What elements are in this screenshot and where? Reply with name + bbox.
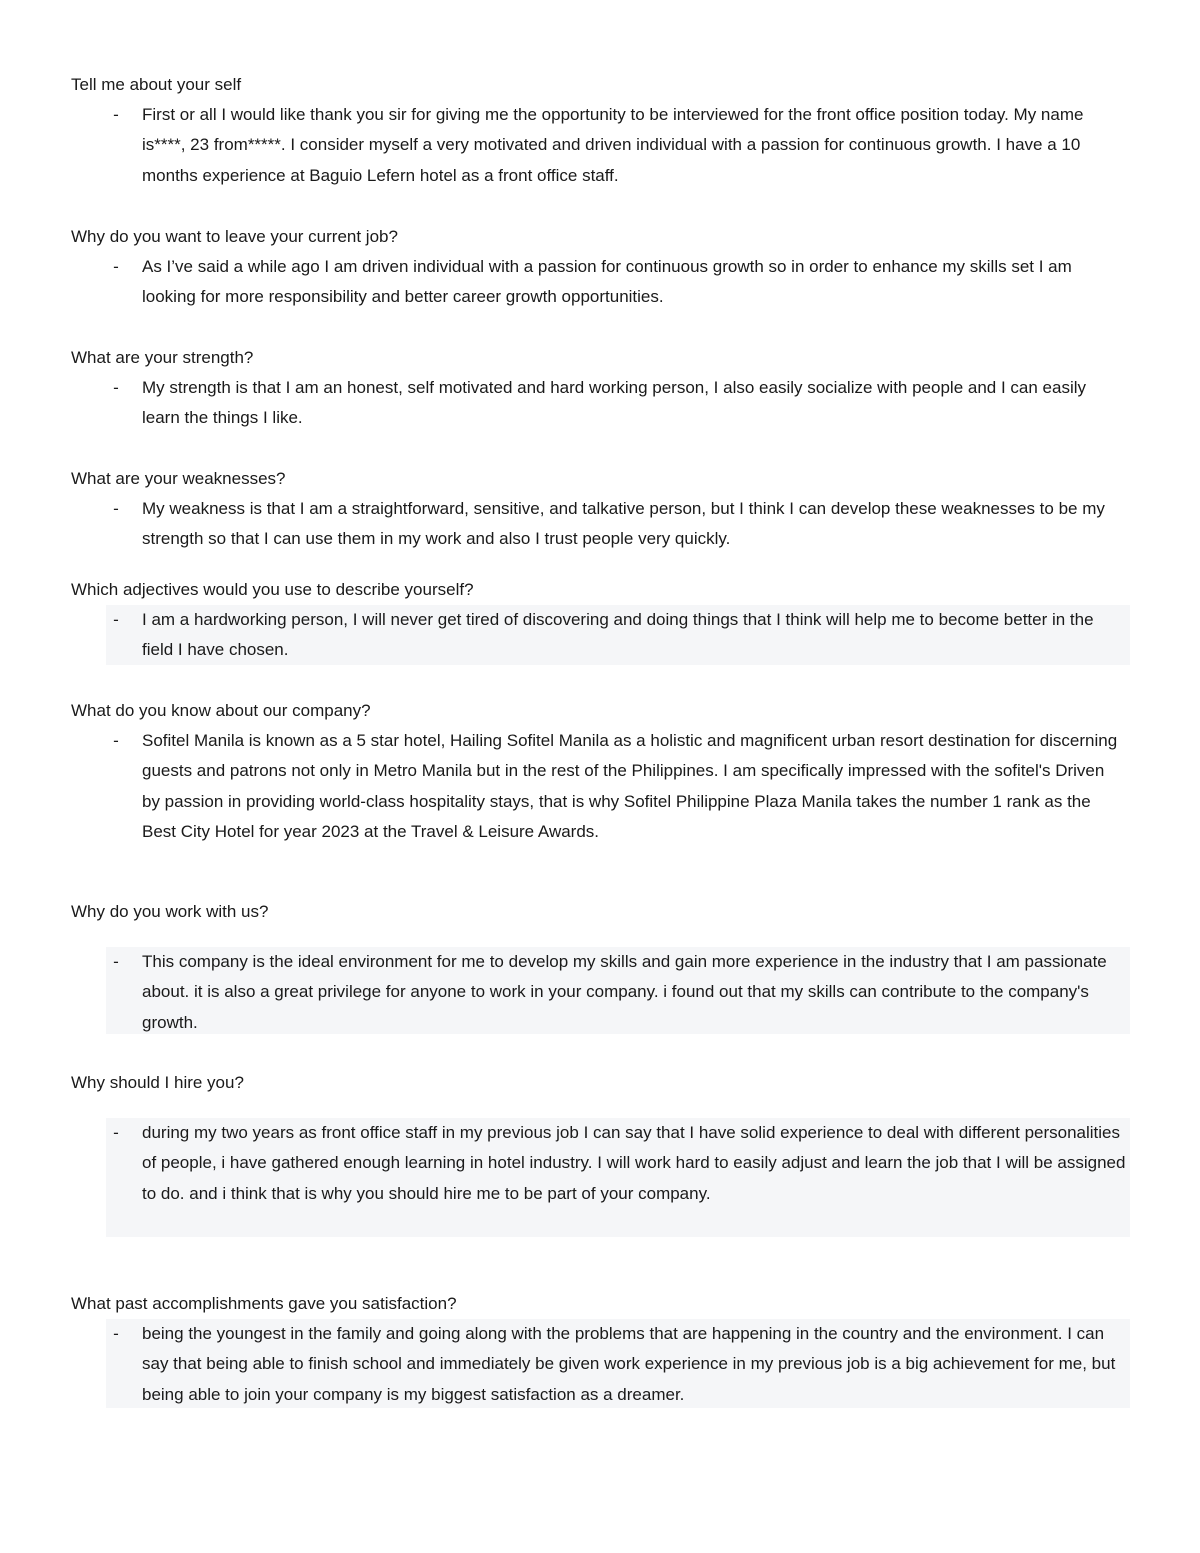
question-heading: What are your weaknesses? bbox=[71, 469, 286, 488]
question-heading: Tell me about your self bbox=[71, 75, 242, 94]
answer-bullet bbox=[106, 373, 1130, 434]
answer-bullet bbox=[106, 100, 1130, 191]
question-heading: What past accomplishments gave you satisfaction? bbox=[71, 1294, 457, 1313]
answer-bullet bbox=[106, 252, 1130, 313]
answer-bullet bbox=[106, 1118, 1130, 1237]
question-heading: Why do you work with us? bbox=[71, 902, 269, 921]
question-heading: Why do you want to leave your current job? bbox=[71, 227, 398, 246]
bullet-dash: - bbox=[113, 1123, 119, 1142]
answer-text: As I’ve said a while ago I am driven individual with a passion for continuous growth so in order to enhance my skills set I am looking for more responsibility and better career growth opportunities. bbox=[142, 257, 1072, 307]
question-heading: Which adjectives would you use to describe yourself? bbox=[71, 580, 474, 599]
answer-text: My weakness is that I am a straightforward, sensitive, and talkative person, but I think I can develop these weaknesses to be my strength so that I can use them in my work and also I trust people very quickly. bbox=[142, 499, 1105, 549]
bullet-dash: - bbox=[113, 610, 119, 629]
answer-bullet bbox=[106, 947, 1130, 1034]
bullet-dash: - bbox=[113, 499, 119, 518]
answer-bullet bbox=[106, 494, 1130, 555]
answer-text: Sofitel Manila is known as a 5 star hotel, Hailing Sofitel Manila as a holistic and magnificent urban resort destination for discerning guests and patrons not only in Metro Manila but in the rest of the Philippines. I am specifically impressed with the sofitel's Driven by passion in providing world-class hospitality stays, that is why Sofitel Philippine Plaza Manila takes the number 1 rank as the Best City Hotel for year 2023 at the Travel & Leisure Awards. bbox=[142, 731, 1118, 841]
bullet-dash: - bbox=[113, 731, 119, 750]
answer-bullet bbox=[106, 1319, 1130, 1408]
bullet-dash: - bbox=[113, 105, 119, 124]
answer-text: First or all I would like thank you sir for giving me the opportunity to be interviewed for the front office position today. My name is****, 23 from*****. I consider myself a very motivated and driven individual with a passion for continuous growth. I have a 10 months experience at Baguio Lefern hotel as a front office staff. bbox=[142, 105, 1084, 185]
question-heading: What do you know about our company? bbox=[71, 701, 371, 720]
answer-bullet bbox=[106, 605, 1130, 665]
question-heading: Why should I hire you? bbox=[71, 1073, 244, 1092]
answer-text: during my two years as front office staff in my previous job I can say that I have solid experience to deal with different personalities of people, i have gathered enough learning in hotel industry. I will work hard to easily adjust and learn the job that I will be assigned to do. and i think that is why you should hire me to be part of your company. bbox=[142, 1123, 1126, 1203]
answer-text: My strength is that I am an honest, self motivated and hard working person, I also easily socialize with people and I can easily learn the things I like. bbox=[142, 378, 1086, 428]
bullet-dash: - bbox=[113, 1324, 119, 1343]
answer-bullet bbox=[106, 726, 1130, 847]
answer-text: This company is the ideal environment for me to develop my skills and gain more experience in the industry that I am passionate about. it is also a great privilege for anyone to work in your company. i found out that my skills can contribute to the company's growth. bbox=[142, 952, 1107, 1032]
bullet-dash: - bbox=[113, 378, 119, 397]
bullet-dash: - bbox=[113, 257, 119, 276]
question-heading: What are your strength? bbox=[71, 348, 254, 367]
bullet-dash: - bbox=[113, 952, 119, 971]
answer-text: being the youngest in the family and going along with the problems that are happening in the country and the environment. I can say that being able to finish school and immediately be given work experience in my previous job is a big achievement for me, but being able to join your company is my biggest satisfaction as a dreamer. bbox=[142, 1324, 1116, 1404]
answer-text: I am a hardworking person, I will never get tired of discovering and doing things that I think will help me to become better in the field I have chosen. bbox=[142, 610, 1094, 660]
